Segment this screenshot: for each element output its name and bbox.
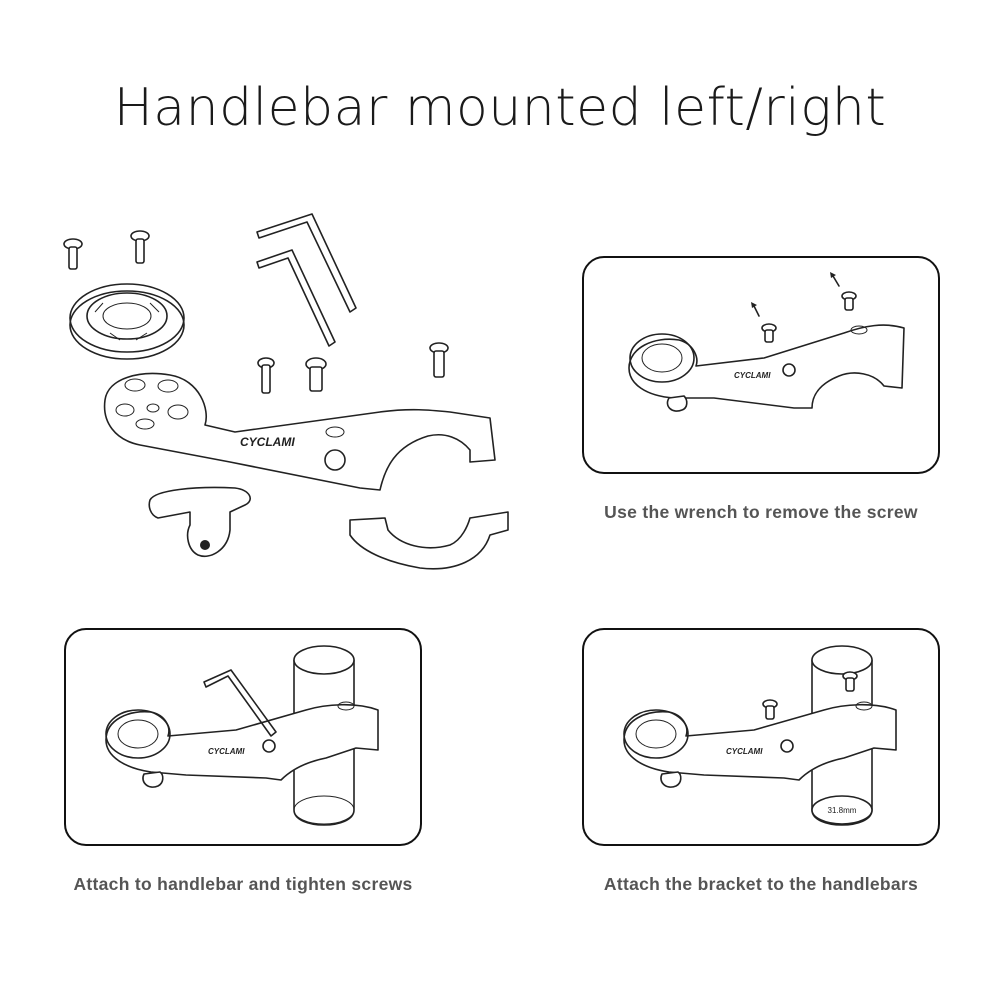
screw-icon: [763, 700, 777, 719]
step-panel-remove-screw: [582, 256, 940, 474]
brand-mark: CYCLAMI: [208, 747, 245, 756]
step-panel-tighten-screws: [64, 628, 422, 846]
screw-icon: [64, 239, 82, 269]
step-caption: Attach to handlebar and tighten screws: [73, 874, 413, 894]
lower-clamp-icon: [350, 512, 508, 569]
screw-icon: [306, 358, 326, 391]
screw-icon: [762, 324, 776, 342]
brand-mark: CYCLAMI: [726, 747, 763, 756]
step-caption: Use the wrench to remove the screw: [604, 502, 918, 522]
page-title: Handlebar mounted left/right: [113, 78, 887, 138]
step-panel-attach-bracket: [582, 628, 940, 846]
brand-mark: CYCLAMI: [734, 371, 771, 380]
camera-adapter-icon: [149, 488, 250, 557]
exploded-parts-diagram: [50, 200, 530, 590]
hex-wrench-icon: [257, 214, 356, 346]
arrow-up-icon: [751, 302, 759, 316]
computer-mount-icon: [70, 284, 184, 359]
mount-arm: [105, 374, 495, 490]
diameter-label: 31.8mm: [827, 806, 857, 815]
step-caption: Attach the bracket to the handlebars: [603, 874, 919, 894]
screw-icon: [258, 358, 274, 393]
arrow-up-icon: [830, 272, 839, 286]
screw-icon: [430, 343, 448, 377]
screw-icon: [131, 231, 149, 263]
screw-icon: [842, 292, 856, 310]
brand-mark: CYCLAMI: [240, 435, 295, 449]
